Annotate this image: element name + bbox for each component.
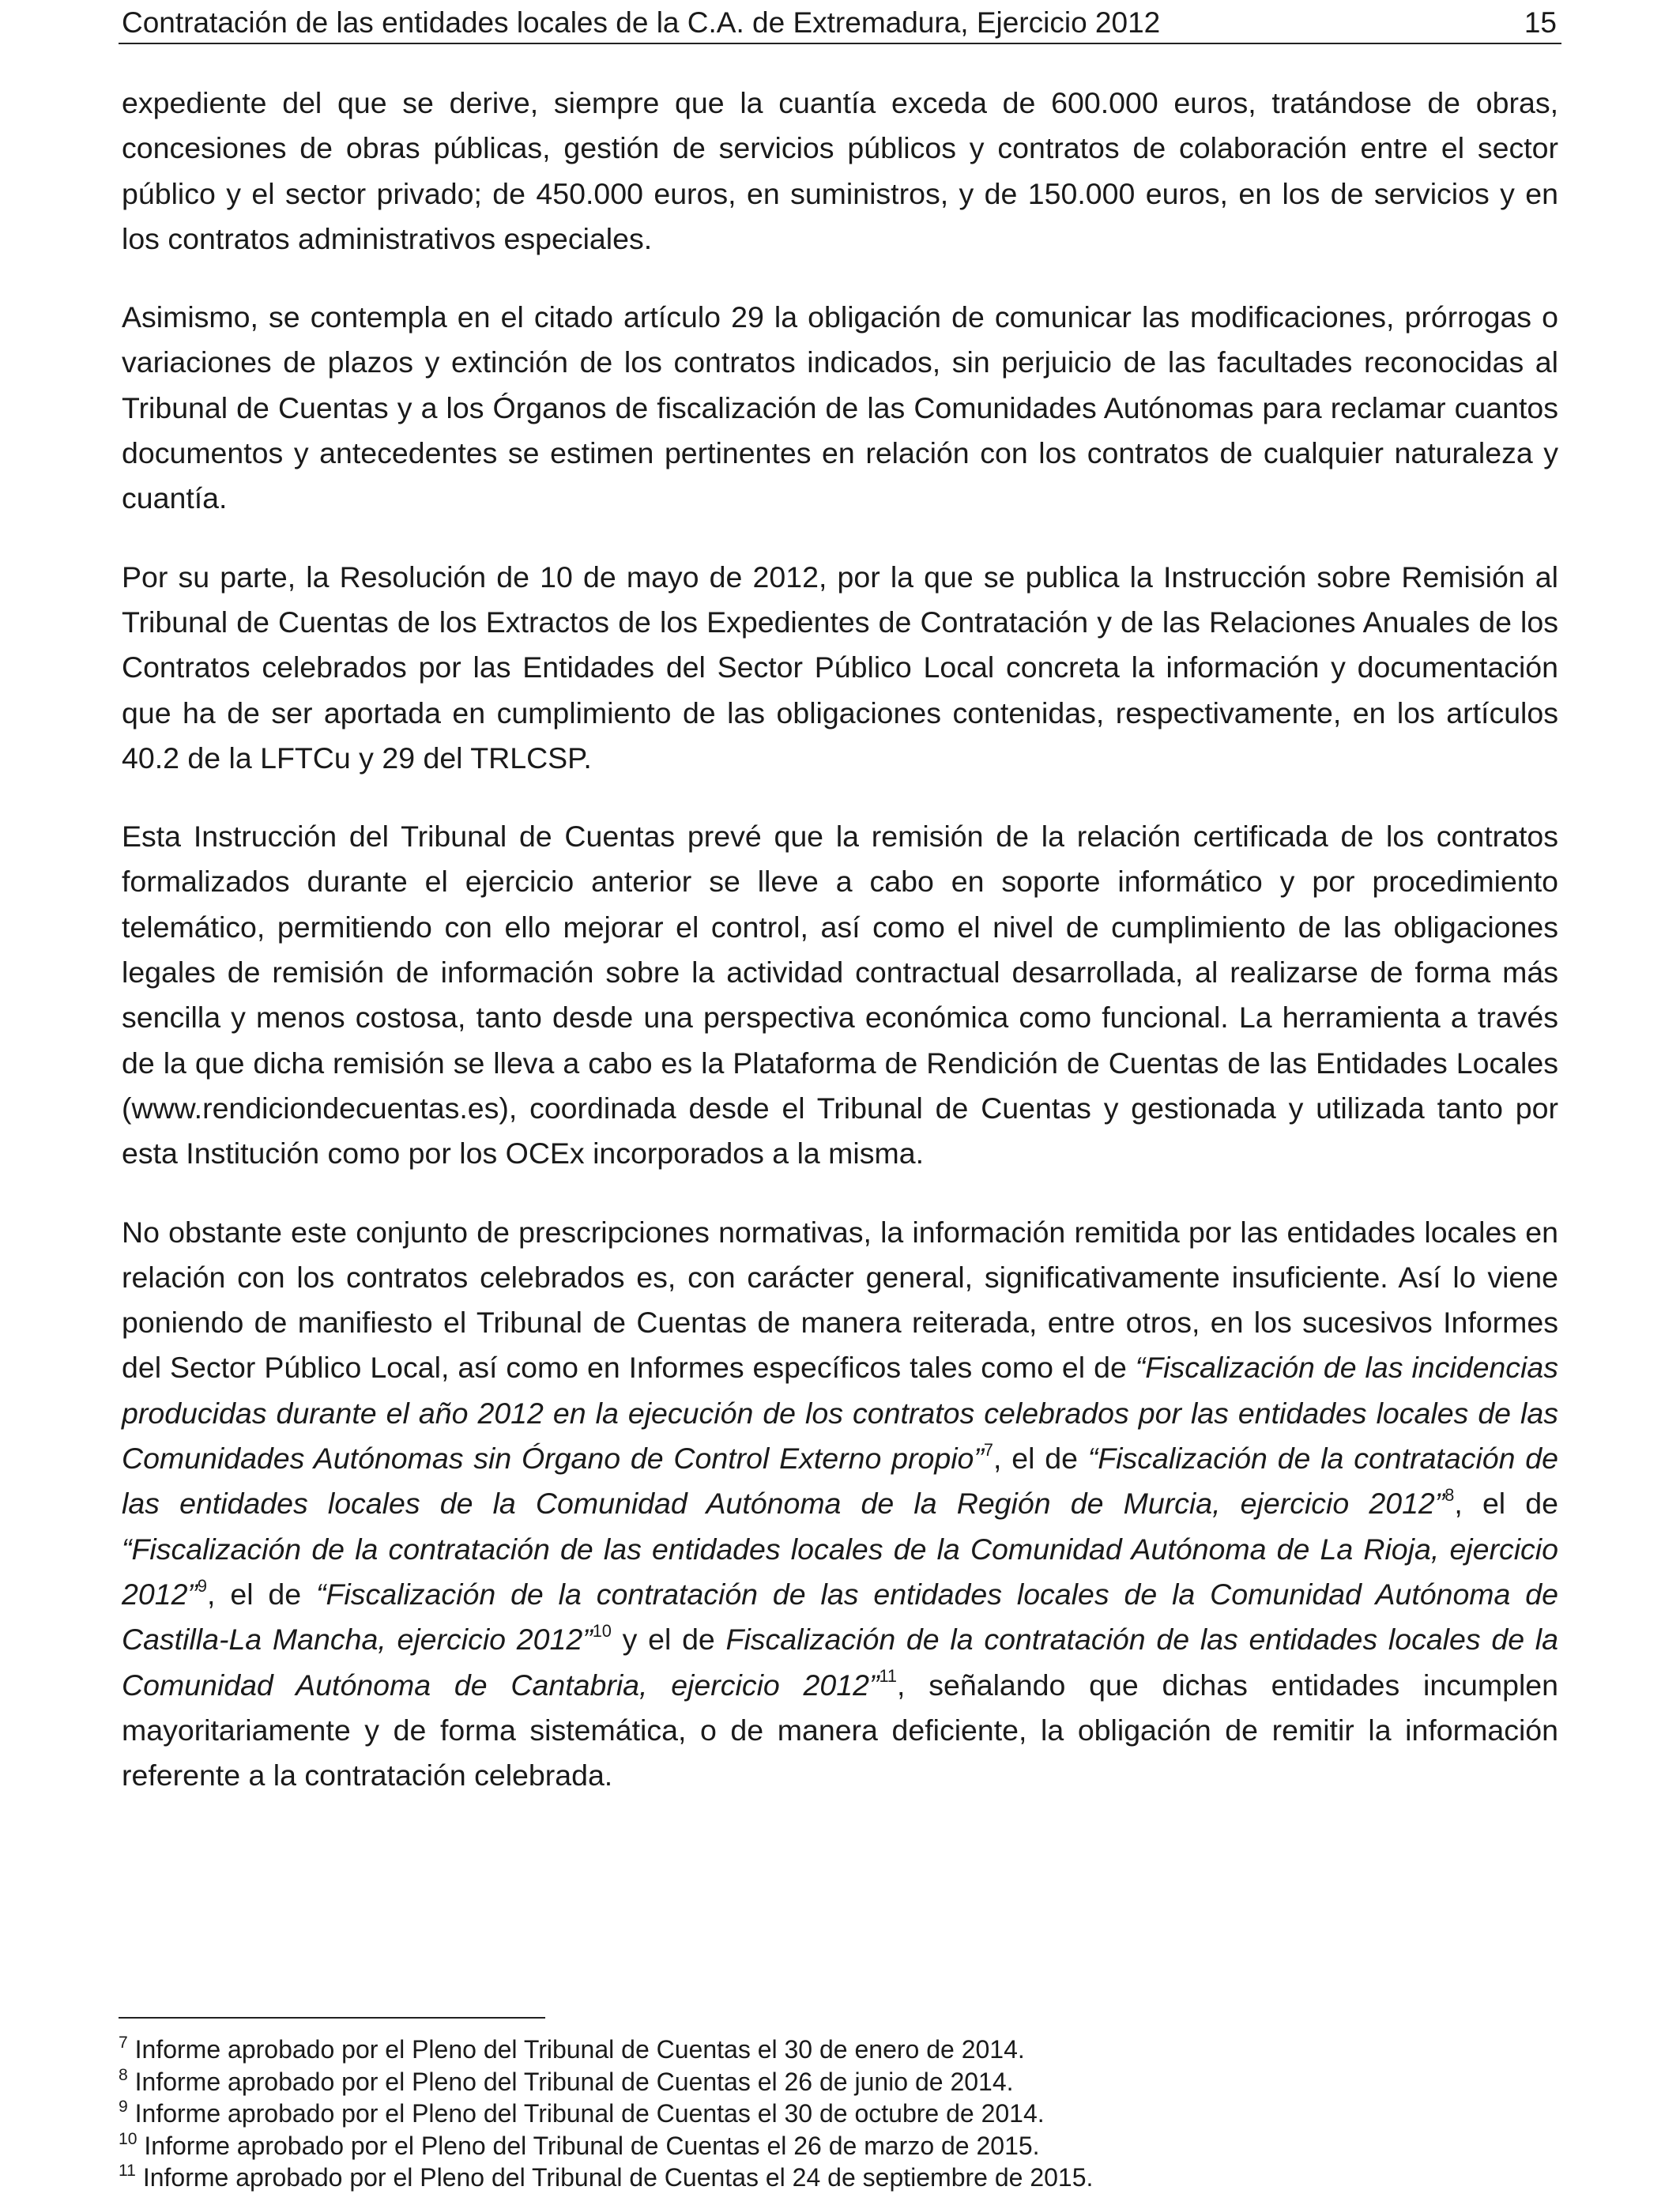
header-title: Contratación de las entidades locales de la C.A. de Extremadura, Ejercicio 2012	[122, 6, 1161, 39]
footnote-number: 7	[119, 2034, 128, 2053]
footnote-10	[119, 2130, 1561, 2162]
footnote-ref-10[interactable]: 10	[592, 1620, 612, 1641]
footnote-9	[119, 2098, 1561, 2130]
footnote-text: Informe aprobado por el Pleno del Tribunal de Cuentas el 26 de marzo de 2015.	[137, 2131, 1040, 2160]
paragraph-5-text: , el de	[993, 1442, 1088, 1476]
footnote-ref-8[interactable]: 8	[1445, 1485, 1455, 1505]
paragraph-5-text: , señalando que dichas entidades incumplen mayoritariamente y de forma sistemática, o de manera deficiente, la obligación de remitir la información referente a la contratación celebrada.	[122, 1668, 1558, 1793]
running-header	[119, 3, 1561, 44]
footnote-ref-11[interactable]: 11	[879, 1666, 898, 1687]
footnote-text: Informe aprobado por el Pleno del Tribunal de Cuentas el 30 de enero de 2014.	[127, 2035, 1025, 2064]
footnote-8	[119, 2066, 1561, 2098]
footnote-ref-7[interactable]: 7	[983, 1439, 994, 1460]
paragraph-1: expediente del que se derive, siempre que la cuantía exceda de 600.000 euros, tratándose de obras, concesiones de obras públicas, gestión de servicios públicos y contratos de colaboración entre el sector público y el sector privado; de 450.000 euros, en suministros, y de 150.000 euros, en los de servicios y en los contratos administrativos especiales.	[122, 86, 1558, 255]
paragraph-5-text: , el de	[207, 1577, 317, 1611]
paragraph-5	[122, 1210, 1558, 1799]
paragraph-5-text: , el de	[1454, 1487, 1558, 1521]
report-title-2: “Fiscalización de la contratación de las entidades locales de la Comunidad Autónoma de la Región de Murcia, ejercicio 2012”	[122, 1442, 1559, 1521]
paragraph-2: Asimismo, se contempla en el citado artículo 29 la obligación de comunicar las modificaciones, prórrogas o variaciones de plazos y extinción de los contratos indicados, sin perjuicio de las facultades reconocidas al Tribunal de Cuentas y a los Órganos de fiscalización de las Comunidades Autónomas para reclamar cuantos documentos y antecedentes se estimen pertinentes en relación con los contratos de cualquier naturaleza y cuantía.	[122, 300, 1558, 515]
footnote-11	[119, 2162, 1561, 2194]
footnote-text: Informe aprobado por el Pleno del Tribunal de Cuentas el 30 de octubre de 2014.	[127, 2099, 1045, 2128]
page-number: 15	[1524, 6, 1557, 39]
report-title-5: Fiscalización de la contratación de las entidades locales de la Comunidad Autónoma de Cantabria, ejercicio 2012”	[122, 1623, 1558, 1702]
footnote-number: 11	[119, 2162, 136, 2181]
paragraph-5-text: y el de	[611, 1623, 726, 1657]
report-title-1: “Fiscalización de las incidencias producidas durante el año 2012 en la ejecución de los contratos celebrados por las entidades locales de las Comunidades Autónomas sin Órgano de Control Externo propio”	[122, 1351, 1558, 1476]
body-text	[122, 81, 1558, 1831]
footnote-number: 10	[119, 2129, 137, 2148]
footnote-text: Informe aprobado por el Pleno del Tribunal de Cuentas el 26 de junio de 2014.	[127, 2067, 1014, 2096]
footnote-divider	[119, 2017, 545, 2019]
footnote-7	[119, 2034, 1561, 2066]
footnote-number: 8	[119, 2065, 128, 2084]
footnote-ref-9[interactable]: 9	[197, 1575, 208, 1596]
report-title-3: “Fiscalización de la contratación de las entidades locales de la Comunidad Autónoma de La Rioja, ejercicio 2012”	[122, 1532, 1558, 1611]
paragraph-4: Esta Instrucción del Tribunal de Cuentas prevé que la remisión de la relación certificada de los contratos formalizados durante el ejercicio anterior se lleve a cabo en soporte informático y por procedimiento telemático, permitiendo con ello mejorar el control, así como el nivel de cumplimiento de las obligaciones legales de remisión de información sobre la actividad contractual desarrollada, al realizarse de forma más sencilla y menos costosa, tanto desde una perspectiva económica como funcional. La herramienta a través de la que dicha remisión se lleva a cabo es la Plataforma de Rendición de Cuentas de las Entidades Locales (www.rendiciondecuentas.es), coordinada desde el Tribunal de Cuentas y gestionada y utilizada tanto por esta Institución como por los OCEx incorporados a la misma.	[122, 820, 1558, 1171]
report-title-4: “Fiscalización de la contratación de las entidades locales de la Comunidad Autónoma de Castilla-La Mancha, ejercicio 2012”	[122, 1577, 1558, 1657]
footnote-text: Informe aprobado por el Pleno del Tribunal de Cuentas el 24 de septiembre de 2015.	[135, 2163, 1094, 2192]
footnotes	[119, 2034, 1561, 2194]
footnote-number: 9	[119, 2098, 128, 2117]
paragraph-3: Por su parte, la Resolución de 10 de mayo de 2012, por la que se publica la Instrucción sobre Remisión al Tribunal de Cuentas de los Extractos de los Expedientes de Contratación y de las Relaciones Anuales de los Contratos celebrados por las Entidades del Sector Público Local concreta la información y documentación que ha de ser aportada en cumplimiento de las obligaciones contenidas, respectivamente, en los artículos 40.2 de la LFTCu y 29 del TRLCSP.	[122, 560, 1558, 775]
paragraph-5-text: No obstante este conjunto de prescripciones normativas, la información remitida por las entidades locales en relación con los contratos celebrados es, con carácter general, significativamente insuficiente. Así lo viene poniendo de manifiesto el Tribunal de Cuentas de manera reiterada, entre otros, en los sucesivos Informes del Sector Público Local, así como en Informes específicos tales como el de	[122, 1215, 1558, 1385]
